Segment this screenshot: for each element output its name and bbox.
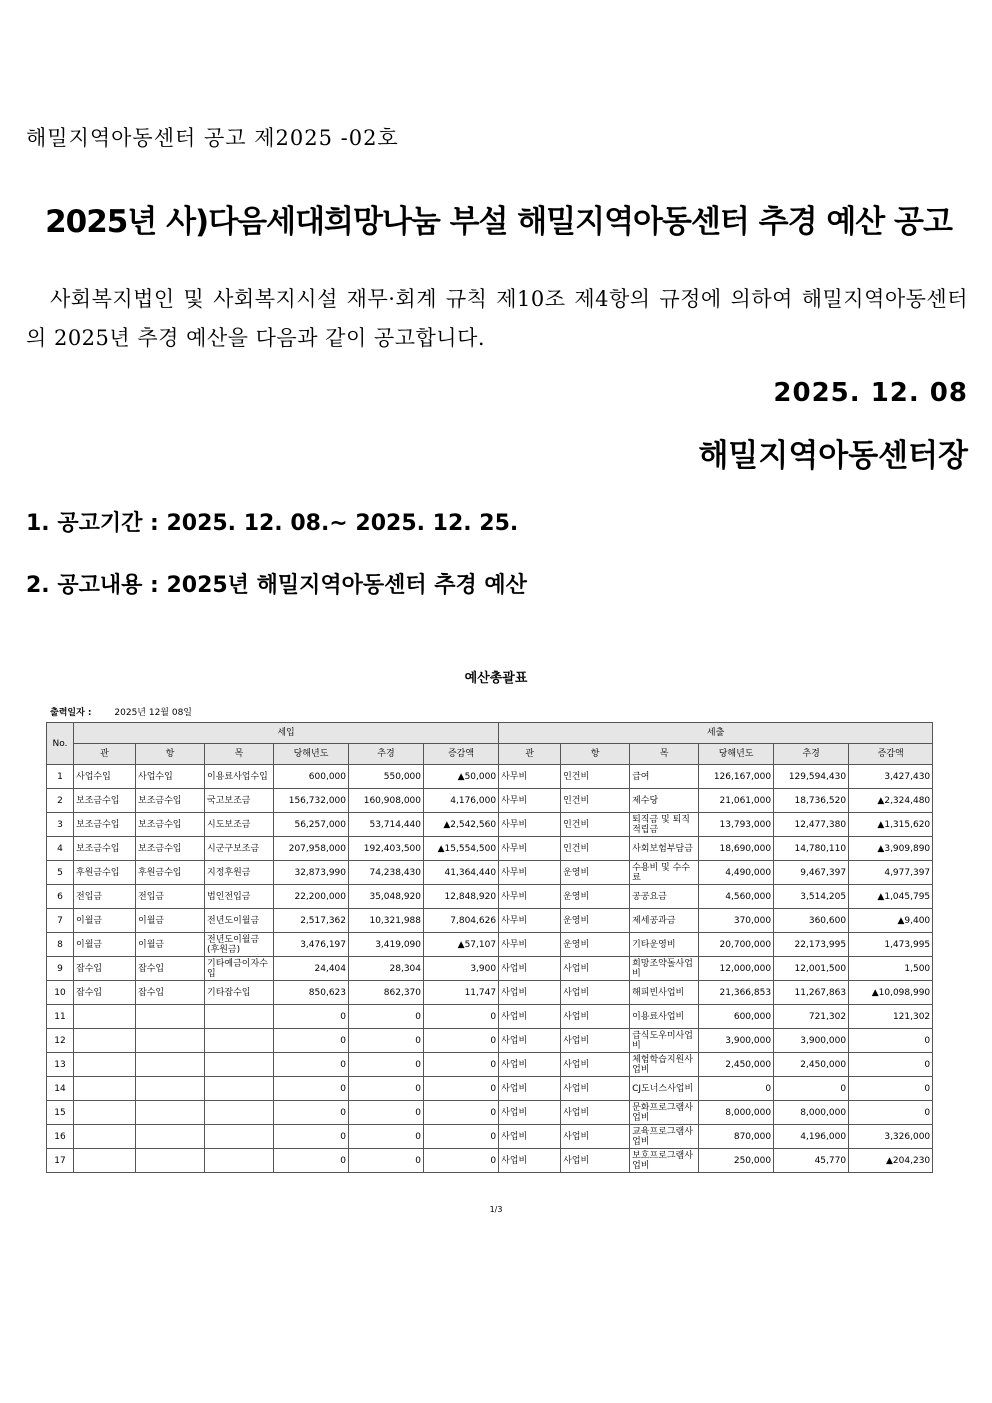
income-change-cell: ▲15,554,500 — [424, 837, 499, 861]
page-number: 1/3 — [489, 1205, 503, 1214]
cell-no: 2 — [47, 789, 74, 813]
cell-no: 15 — [47, 1101, 74, 1125]
income-change-cell: 0 — [424, 1077, 499, 1101]
expense-mok-cell: 희망조약돌사업비 — [630, 957, 699, 981]
expense-revised-cell: 2,450,000 — [774, 1053, 849, 1077]
income-gwan-cell — [74, 1053, 136, 1077]
income-change-cell: 12,848,920 — [424, 885, 499, 909]
expense-current-cell: 20,700,000 — [699, 933, 774, 957]
income-revised-cell: 0 — [349, 1101, 424, 1125]
expense-revised-cell: 129,594,430 — [774, 765, 849, 789]
header-income: 세입 — [74, 723, 499, 744]
expense-revised-cell: 3,900,000 — [774, 1029, 849, 1053]
income-mok-cell: 시군구보조금 — [205, 837, 274, 861]
expense-revised-cell: 9,467,397 — [774, 861, 849, 885]
cell-no: 8 — [47, 933, 74, 957]
table-row — [47, 933, 933, 957]
income-mok-cell: 이용료사업수입 — [205, 765, 274, 789]
header-hang: 항 — [136, 744, 205, 765]
expense-current-cell: 21,366,853 — [699, 981, 774, 1005]
table-row — [47, 789, 933, 813]
income-change-cell: 7,804,626 — [424, 909, 499, 933]
table-row — [47, 861, 933, 885]
expense-mok-cell: CJ도너스사업비 — [630, 1077, 699, 1101]
header-current: 당해년도 — [699, 744, 774, 765]
income-gwan-cell: 보조금수입 — [74, 837, 136, 861]
income-current-cell: 0 — [274, 1101, 349, 1125]
income-hang-cell: 이월금 — [136, 933, 205, 957]
expense-mok-cell: 퇴직금 및 퇴직적립금 — [630, 813, 699, 837]
expense-revised-cell: 8,000,000 — [774, 1101, 849, 1125]
income-current-cell: 0 — [274, 1053, 349, 1077]
expense-revised-cell: 4,196,000 — [774, 1125, 849, 1149]
table-row — [47, 1101, 933, 1125]
income-mok-cell: 기타잡수입 — [205, 981, 274, 1005]
income-change-cell: 0 — [424, 1053, 499, 1077]
expense-mok-cell: 공공요금 — [630, 885, 699, 909]
income-change-cell: 0 — [424, 1005, 499, 1029]
table-group-header — [47, 723, 933, 744]
income-gwan-cell — [74, 1005, 136, 1029]
table-row — [47, 957, 933, 981]
income-revised-cell: 28,304 — [349, 957, 424, 981]
income-mok-cell — [205, 1149, 274, 1173]
income-gwan-cell: 이월금 — [74, 933, 136, 957]
expense-hang-cell: 사업비 — [561, 1029, 630, 1053]
cell-no: 3 — [47, 813, 74, 837]
income-hang-cell — [136, 1053, 205, 1077]
expense-hang-cell: 사업비 — [561, 1149, 630, 1173]
expense-hang-cell: 사업비 — [561, 1053, 630, 1077]
expense-mok-cell: 보호프로그램사업비 — [630, 1149, 699, 1173]
income-revised-cell: 550,000 — [349, 765, 424, 789]
income-mok-cell — [205, 1125, 274, 1149]
income-current-cell: 32,873,990 — [274, 861, 349, 885]
expense-hang-cell: 운영비 — [561, 885, 630, 909]
expense-gwan-cell: 사무비 — [499, 861, 561, 885]
income-mok-cell: 지정후원금 — [205, 861, 274, 885]
income-hang-cell: 이월금 — [136, 909, 205, 933]
expense-change-cell: 4,977,397 — [849, 861, 933, 885]
expense-current-cell: 13,793,000 — [699, 813, 774, 837]
expense-change-cell: ▲2,324,480 — [849, 789, 933, 813]
header-no: No. — [47, 723, 74, 765]
expense-revised-cell: 45,770 — [774, 1149, 849, 1173]
expense-gwan-cell: 사업비 — [499, 1101, 561, 1125]
income-hang-cell — [136, 1077, 205, 1101]
expense-current-cell: 2,450,000 — [699, 1053, 774, 1077]
income-change-cell: 4,176,000 — [424, 789, 499, 813]
expense-revised-cell: 3,514,205 — [774, 885, 849, 909]
expense-change-cell: ▲10,098,990 — [849, 981, 933, 1005]
expense-gwan-cell: 사무비 — [499, 933, 561, 957]
income-gwan-cell: 이월금 — [74, 909, 136, 933]
expense-hang-cell: 운영비 — [561, 909, 630, 933]
income-gwan-cell — [74, 1029, 136, 1053]
expense-gwan-cell: 사업비 — [499, 981, 561, 1005]
expense-current-cell: 18,690,000 — [699, 837, 774, 861]
income-current-cell: 0 — [274, 1125, 349, 1149]
income-gwan-cell: 잡수입 — [74, 957, 136, 981]
income-gwan-cell — [74, 1077, 136, 1101]
income-gwan-cell: 잡수입 — [74, 981, 136, 1005]
expense-revised-cell: 18,736,520 — [774, 789, 849, 813]
income-gwan-cell: 후원금수입 — [74, 861, 136, 885]
table-row — [47, 1125, 933, 1149]
income-hang-cell: 보조금수입 — [136, 837, 205, 861]
cell-no: 10 — [47, 981, 74, 1005]
table-row — [47, 1005, 933, 1029]
income-hang-cell: 보조금수입 — [136, 813, 205, 837]
income-current-cell: 0 — [274, 1077, 349, 1101]
expense-revised-cell: 12,001,500 — [774, 957, 849, 981]
income-current-cell: 0 — [274, 1005, 349, 1029]
expense-gwan-cell: 사무비 — [499, 765, 561, 789]
table-row — [47, 1053, 933, 1077]
table-row — [47, 885, 933, 909]
income-hang-cell — [136, 1029, 205, 1053]
income-hang-cell — [136, 1101, 205, 1125]
income-change-cell: 0 — [424, 1125, 499, 1149]
expense-hang-cell: 사업비 — [561, 981, 630, 1005]
income-mok-cell: 전년도이월금(후원금) — [205, 933, 274, 957]
header-change: 증감액 — [424, 744, 499, 765]
income-gwan-cell: 사업수입 — [74, 765, 136, 789]
table-column-header — [47, 744, 933, 765]
income-current-cell: 207,958,000 — [274, 837, 349, 861]
expense-change-cell: 3,326,000 — [849, 1125, 933, 1149]
income-current-cell: 2,517,362 — [274, 909, 349, 933]
expense-change-cell: 0 — [849, 1053, 933, 1077]
income-mok-cell: 전년도이월금 — [205, 909, 274, 933]
expense-hang-cell: 운영비 — [561, 933, 630, 957]
income-change-cell: 0 — [424, 1101, 499, 1125]
income-revised-cell: 0 — [349, 1053, 424, 1077]
cell-no: 16 — [47, 1125, 74, 1149]
header-change: 증감액 — [849, 744, 933, 765]
print-date — [50, 705, 192, 718]
cell-no: 14 — [47, 1077, 74, 1101]
income-change-cell: ▲50,000 — [424, 765, 499, 789]
expense-current-cell: 870,000 — [699, 1125, 774, 1149]
expense-mok-cell: 교육프로그램사업비 — [630, 1125, 699, 1149]
expense-mok-cell: 기타운영비 — [630, 933, 699, 957]
cell-no: 12 — [47, 1029, 74, 1053]
print-date-label: 출력일자 : — [50, 708, 92, 718]
signer: 해밀지역아동센터장 — [698, 438, 968, 474]
expense-change-cell: 0 — [849, 1101, 933, 1125]
income-current-cell: 24,404 — [274, 957, 349, 981]
print-date-value: 2025년 12월 08일 — [114, 708, 193, 718]
table-row — [47, 981, 933, 1005]
expense-gwan-cell: 사업비 — [499, 1125, 561, 1149]
expense-change-cell: ▲1,045,795 — [849, 885, 933, 909]
header-mok: 목 — [205, 744, 274, 765]
income-current-cell: 156,732,000 — [274, 789, 349, 813]
expense-change-cell: ▲9,400 — [849, 909, 933, 933]
income-revised-cell: 192,403,500 — [349, 837, 424, 861]
header-revised: 추경 — [349, 744, 424, 765]
header-expense: 세출 — [499, 723, 933, 744]
cell-no: 6 — [47, 885, 74, 909]
header-current: 당해년도 — [274, 744, 349, 765]
expense-change-cell: 3,427,430 — [849, 765, 933, 789]
cell-no: 1 — [47, 765, 74, 789]
expense-hang-cell: 인건비 — [561, 813, 630, 837]
cell-no: 13 — [47, 1053, 74, 1077]
expense-mok-cell: 체험학습지원사업비 — [630, 1053, 699, 1077]
expense-gwan-cell: 사업비 — [499, 957, 561, 981]
header-hang: 항 — [561, 744, 630, 765]
expense-current-cell: 8,000,000 — [699, 1101, 774, 1125]
income-current-cell: 850,623 — [274, 981, 349, 1005]
expense-revised-cell: 11,267,863 — [774, 981, 849, 1005]
income-mok-cell: 법인전입금 — [205, 885, 274, 909]
income-hang-cell: 후원금수입 — [136, 861, 205, 885]
cell-no: 9 — [47, 957, 74, 981]
notice-content: 2. 공고내용 : 2025년 해밀지역아동센터 추경 예산 — [26, 573, 527, 598]
expense-mok-cell: 급여 — [630, 765, 699, 789]
expense-hang-cell: 사업비 — [561, 1005, 630, 1029]
header-gwan: 관 — [499, 744, 561, 765]
income-gwan-cell: 보조금수입 — [74, 789, 136, 813]
expense-revised-cell: 14,780,110 — [774, 837, 849, 861]
expense-hang-cell: 인건비 — [561, 765, 630, 789]
expense-mok-cell: 사회보험부담금 — [630, 837, 699, 861]
expense-gwan-cell: 사업비 — [499, 1029, 561, 1053]
income-hang-cell: 사업수입 — [136, 765, 205, 789]
income-current-cell: 600,000 — [274, 765, 349, 789]
income-gwan-cell: 전입금 — [74, 885, 136, 909]
notice-date: 2025. 12. 08 — [773, 378, 968, 408]
income-revised-cell: 10,321,988 — [349, 909, 424, 933]
income-change-cell: 3,900 — [424, 957, 499, 981]
income-mok-cell — [205, 1005, 274, 1029]
table-row — [47, 837, 933, 861]
income-hang-cell: 잡수입 — [136, 981, 205, 1005]
notice-number: 해밀지역아동센터 공고 제2025 -02호 — [26, 126, 399, 150]
expense-gwan-cell: 사무비 — [499, 885, 561, 909]
expense-revised-cell: 22,173,995 — [774, 933, 849, 957]
expense-gwan-cell: 사무비 — [499, 813, 561, 837]
expense-hang-cell: 운영비 — [561, 861, 630, 885]
income-mok-cell — [205, 1101, 274, 1125]
table-row — [47, 813, 933, 837]
expense-change-cell: 0 — [849, 1029, 933, 1053]
expense-gwan-cell: 사무비 — [499, 837, 561, 861]
expense-current-cell: 126,167,000 — [699, 765, 774, 789]
expense-gwan-cell: 사업비 — [499, 1005, 561, 1029]
income-mok-cell — [205, 1077, 274, 1101]
expense-current-cell: 250,000 — [699, 1149, 774, 1173]
income-current-cell: 0 — [274, 1029, 349, 1053]
income-revised-cell: 0 — [349, 1125, 424, 1149]
income-revised-cell: 0 — [349, 1077, 424, 1101]
income-hang-cell: 전입금 — [136, 885, 205, 909]
expense-current-cell: 3,900,000 — [699, 1029, 774, 1053]
income-revised-cell: 3,419,090 — [349, 933, 424, 957]
expense-mok-cell: 급식도우미사업비 — [630, 1029, 699, 1053]
expense-change-cell: 1,500 — [849, 957, 933, 981]
expense-current-cell: 21,061,000 — [699, 789, 774, 813]
expense-hang-cell: 인건비 — [561, 789, 630, 813]
income-change-cell: 41,364,440 — [424, 861, 499, 885]
cell-no: 4 — [47, 837, 74, 861]
income-mok-cell: 국고보조금 — [205, 789, 274, 813]
income-mok-cell — [205, 1029, 274, 1053]
income-gwan-cell — [74, 1125, 136, 1149]
header-revised: 추경 — [774, 744, 849, 765]
expense-mok-cell: 수용비 및 수수료 — [630, 861, 699, 885]
expense-change-cell: 121,302 — [849, 1005, 933, 1029]
expense-change-cell: ▲1,315,620 — [849, 813, 933, 837]
income-gwan-cell — [74, 1101, 136, 1125]
expense-revised-cell: 12,477,380 — [774, 813, 849, 837]
expense-change-cell: ▲204,230 — [849, 1149, 933, 1173]
income-gwan-cell: 보조금수입 — [74, 813, 136, 837]
income-change-cell: 11,747 — [424, 981, 499, 1005]
expense-current-cell: 4,560,000 — [699, 885, 774, 909]
header-gwan: 관 — [74, 744, 136, 765]
expense-hang-cell: 인건비 — [561, 837, 630, 861]
income-hang-cell — [136, 1125, 205, 1149]
expense-gwan-cell: 사업비 — [499, 1053, 561, 1077]
table-row — [47, 909, 933, 933]
income-revised-cell: 0 — [349, 1005, 424, 1029]
income-hang-cell — [136, 1149, 205, 1173]
table-row — [47, 765, 933, 789]
income-change-cell: 0 — [424, 1029, 499, 1053]
income-change-cell: 0 — [424, 1149, 499, 1173]
expense-mok-cell: 제세공과금 — [630, 909, 699, 933]
expense-gwan-cell: 사업비 — [499, 1077, 561, 1101]
income-hang-cell: 잡수입 — [136, 957, 205, 981]
notice-period: 1. 공고기간 : 2025. 12. 08.~ 2025. 12. 25. — [26, 511, 519, 536]
expense-change-cell: 0 — [849, 1077, 933, 1101]
expense-mok-cell: 제수당 — [630, 789, 699, 813]
cell-no: 7 — [47, 909, 74, 933]
expense-hang-cell: 사업비 — [561, 1101, 630, 1125]
expense-change-cell: 1,473,995 — [849, 933, 933, 957]
income-revised-cell: 35,048,920 — [349, 885, 424, 909]
expense-revised-cell: 360,600 — [774, 909, 849, 933]
expense-current-cell: 0 — [699, 1077, 774, 1101]
table-title: 예산총괄표 — [464, 671, 528, 686]
expense-hang-cell: 사업비 — [561, 1077, 630, 1101]
table-row — [47, 1029, 933, 1053]
expense-mok-cell: 문화프로그램사업비 — [630, 1101, 699, 1125]
cell-no: 11 — [47, 1005, 74, 1029]
expense-gwan-cell: 사업비 — [499, 1149, 561, 1173]
income-mok-cell: 기타예금이자수입 — [205, 957, 274, 981]
expense-current-cell: 370,000 — [699, 909, 774, 933]
expense-current-cell: 600,000 — [699, 1005, 774, 1029]
income-current-cell: 56,257,000 — [274, 813, 349, 837]
expense-mok-cell: 이용료사업비 — [630, 1005, 699, 1029]
income-revised-cell: 0 — [349, 1149, 424, 1173]
expense-current-cell: 4,490,000 — [699, 861, 774, 885]
income-mok-cell — [205, 1053, 274, 1077]
expense-gwan-cell: 사무비 — [499, 909, 561, 933]
income-hang-cell: 보조금수입 — [136, 789, 205, 813]
income-current-cell: 22,200,000 — [274, 885, 349, 909]
income-change-cell: ▲2,542,560 — [424, 813, 499, 837]
budget-summary-table — [46, 722, 933, 1173]
income-mok-cell: 시도보조금 — [205, 813, 274, 837]
expense-hang-cell: 사업비 — [561, 957, 630, 981]
income-current-cell: 0 — [274, 1149, 349, 1173]
expense-revised-cell: 0 — [774, 1077, 849, 1101]
income-change-cell: ▲57,107 — [424, 933, 499, 957]
income-revised-cell: 53,714,440 — [349, 813, 424, 837]
cell-no: 5 — [47, 861, 74, 885]
intro-text: 사회복지법인 및 사회복지시설 재무·회계 규칙 제10조 제4항의 규정에 의하여 해밀지역아동센터의 2025년 추경 예산을 다음과 같이 공고합니다. — [26, 287, 968, 350]
income-revised-cell: 160,908,000 — [349, 789, 424, 813]
expense-hang-cell: 사업비 — [561, 1125, 630, 1149]
income-revised-cell: 74,238,430 — [349, 861, 424, 885]
expense-revised-cell: 721,302 — [774, 1005, 849, 1029]
expense-current-cell: 12,000,000 — [699, 957, 774, 981]
expense-change-cell: ▲3,909,890 — [849, 837, 933, 861]
cell-no: 17 — [47, 1149, 74, 1173]
income-revised-cell: 0 — [349, 1029, 424, 1053]
table-row — [47, 1149, 933, 1173]
expense-mok-cell: 해피빈사업비 — [630, 981, 699, 1005]
income-gwan-cell — [74, 1149, 136, 1173]
table-row — [47, 1077, 933, 1101]
income-revised-cell: 862,370 — [349, 981, 424, 1005]
header-mok: 목 — [630, 744, 699, 765]
expense-gwan-cell: 사무비 — [499, 789, 561, 813]
income-hang-cell — [136, 1005, 205, 1029]
main-title: 2025년 사)다음세대희망나눔 부설 해밀지역아동센터 추경 예산 공고 — [45, 204, 952, 240]
income-current-cell: 3,476,197 — [274, 933, 349, 957]
